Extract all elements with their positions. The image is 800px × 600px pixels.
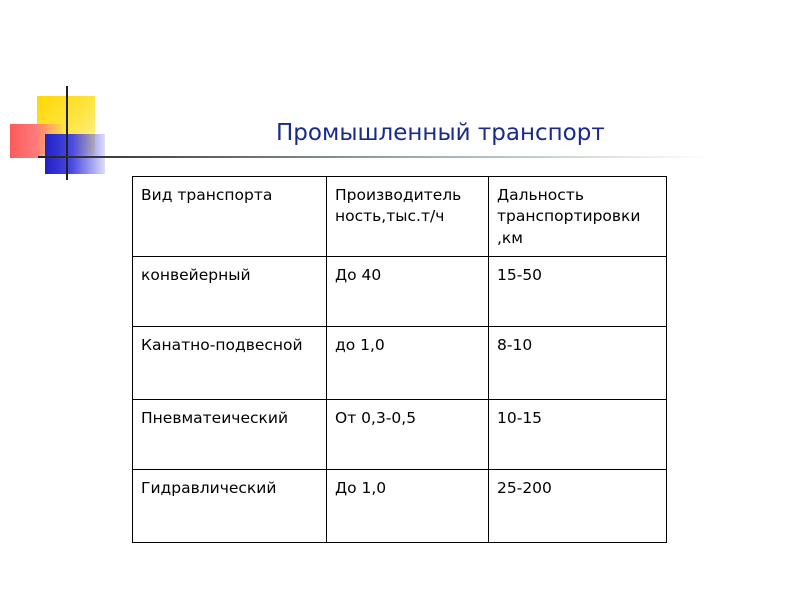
- header-distance: Дальность транспортировки ,км: [489, 177, 667, 257]
- table-row: [133, 400, 667, 470]
- cell-distance: 10-15: [489, 400, 667, 470]
- cell-distance: 25-200: [489, 470, 667, 543]
- title-underline: [38, 156, 710, 158]
- table-row: [133, 257, 667, 327]
- transport-table: [132, 176, 667, 543]
- cell-transport-type: конвейерный: [133, 257, 327, 327]
- cell-distance: 8-10: [489, 327, 667, 400]
- table-header-row: [133, 177, 667, 257]
- cell-productivity: До 1,0: [327, 470, 489, 543]
- cell-transport-type: Гидравлический: [133, 470, 327, 543]
- page-title: Промышленный транспорт: [276, 120, 605, 146]
- cell-productivity: До 40: [327, 257, 489, 327]
- table-row: [133, 327, 667, 400]
- cell-productivity: до 1,0: [327, 327, 489, 400]
- header-productivity: Производитель ность,тыс.т/ч: [327, 177, 489, 257]
- logo-vertical-line: [66, 86, 68, 180]
- logo-blue-square: [45, 134, 105, 174]
- table-row: [133, 470, 667, 543]
- cell-transport-type: Пневматеический: [133, 400, 327, 470]
- cell-distance: 15-50: [489, 257, 667, 327]
- cell-transport-type: Канатно-подвесной: [133, 327, 327, 400]
- header-transport-type: Вид транспорта: [133, 177, 327, 257]
- cell-productivity: От 0,3-0,5: [327, 400, 489, 470]
